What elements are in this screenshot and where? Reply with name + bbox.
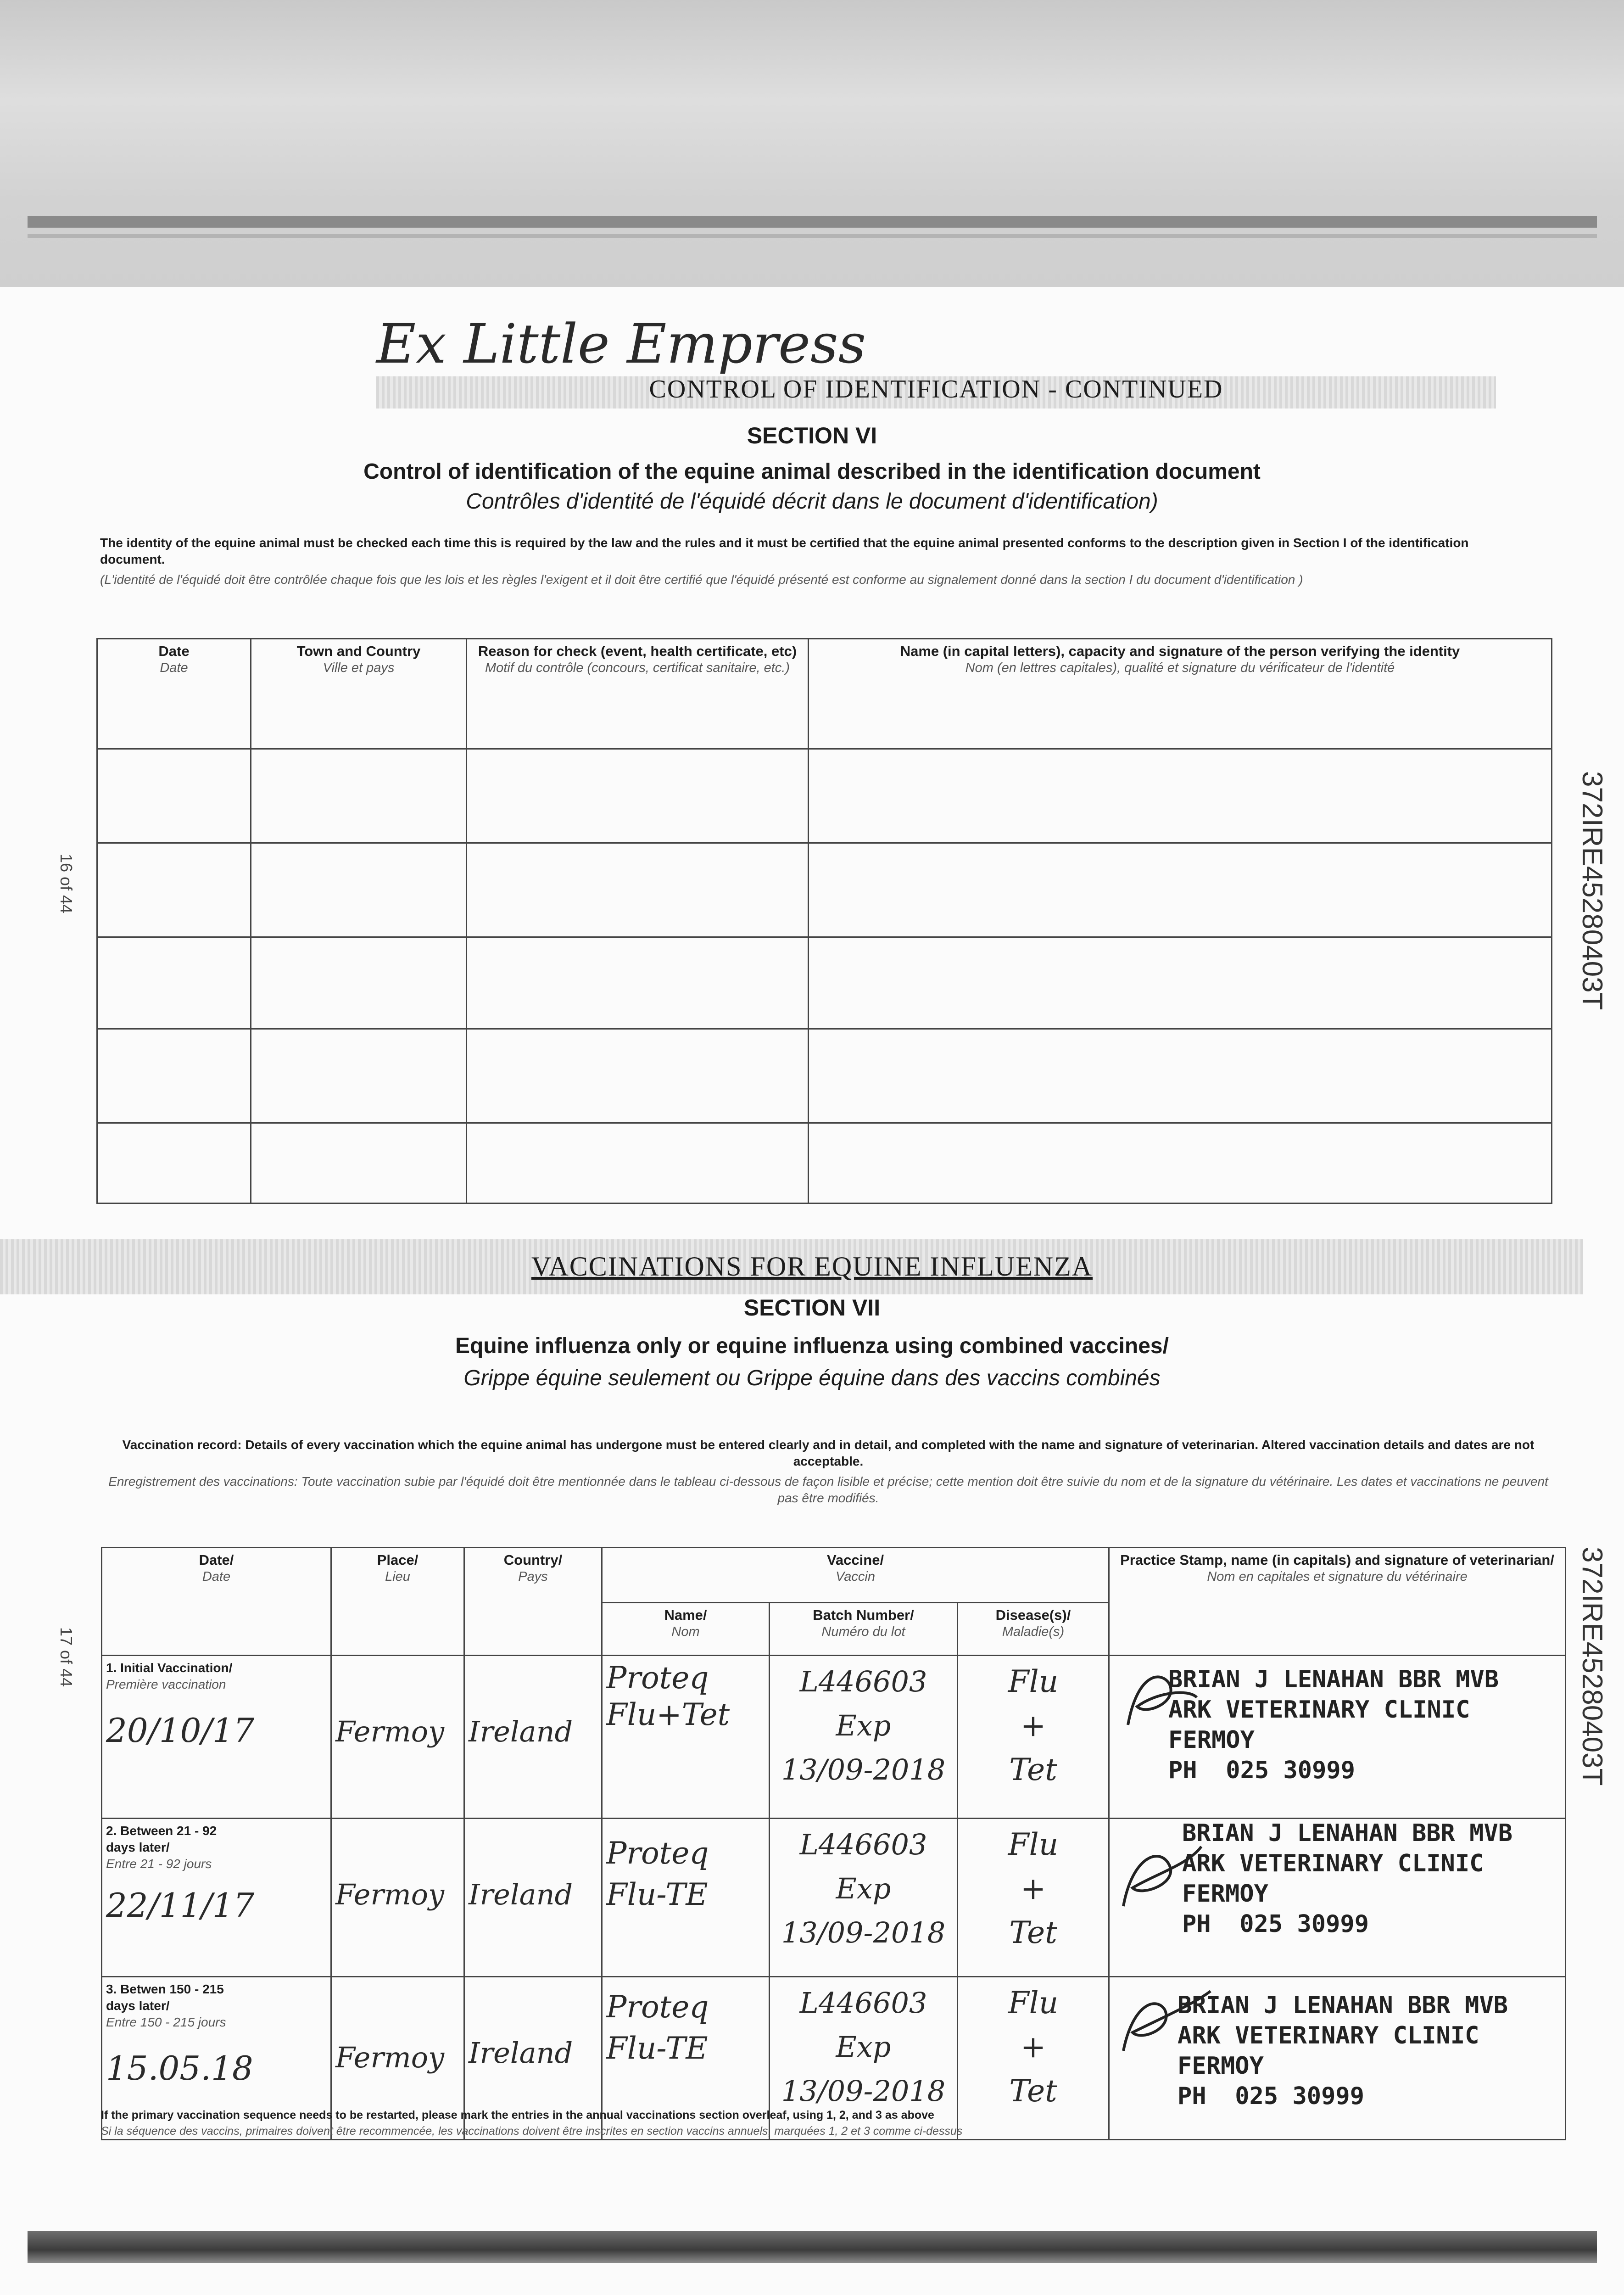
col-place: Place/ Lieu [331, 1548, 464, 1656]
vaccine-name-line1: Proteq [606, 1989, 709, 2025]
disease-line1: Flu [1008, 1664, 1059, 1699]
batch-line1: L446603 [799, 1986, 927, 2020]
page-marker-top: 16 of 44 [57, 854, 76, 914]
disease-line1: Flu [1008, 1827, 1059, 1862]
vaccine-name-cell[interactable] [602, 1819, 770, 1977]
table-cell[interactable] [97, 843, 251, 937]
scan-header-band [0, 0, 1624, 287]
country-cell[interactable] [464, 1819, 602, 1977]
batch-line1: L446603 [799, 1828, 927, 1861]
col-town-country: Town and Country Ville et pays [251, 639, 467, 749]
table-cell[interactable] [809, 843, 1552, 937]
batch-cell[interactable] [770, 1819, 958, 1977]
table-row [97, 1123, 1552, 1203]
vaccine-name-line2: Flu-TE [606, 1877, 708, 1912]
section-vii-title-fr: Grippe équine seulement ou Grippe équine dans des vaccins combinés [463, 1366, 1161, 1390]
table-cell[interactable] [809, 1029, 1552, 1123]
col-reason: Reason for check (event, health certificate, etc) Motif du contrôle (concours, certificat sanitaire, etc.) [467, 639, 809, 749]
country-value: Ireland [469, 2036, 573, 2070]
table-cell[interactable] [251, 843, 467, 937]
disease-line1: Flu [1008, 1985, 1059, 2021]
table-cell[interactable] [467, 1123, 809, 1203]
batch-line3: 13/09-2018 [781, 2074, 946, 2108]
batch-line2: Exp [836, 2030, 891, 2064]
vaccination-record-fr: Enregistrement des vaccinations: Toute vaccination subie par l'équidé doit être mentionnée dans le tableau ci-dessous de façon lisible et précise; cette mention doit être suivie du nom et de la signature du vétérinaire. Les dates et vaccinations ne peuvent pas être modifiés. [108, 1474, 1548, 1505]
col-vaccine-name: Name/ Nom [602, 1603, 770, 1656]
disease-line3: Tet [1009, 2073, 1057, 2109]
col-verifier: Name (in capital letters), capacity and signature of the person verifying the identity Nom (en lettres capitales), qualité et signature du vérificateur de l'identité [809, 639, 1552, 749]
col-batch-number: Batch Number/ Numéro du lot [770, 1603, 958, 1656]
document-id-bottom: 372IRE45280403T [1576, 1547, 1608, 1786]
table-cell[interactable] [467, 937, 809, 1029]
col-disease: Disease(s)/ Maladie(s) [958, 1603, 1109, 1656]
place-value: Fermoy [335, 2041, 445, 2074]
disease-line3: Tet [1009, 1752, 1057, 1787]
place-cell[interactable] [331, 1656, 464, 1819]
table-row [102, 1656, 1566, 1819]
vet-signature [1119, 1665, 1201, 1739]
vaccine-name-line1: Proteq [606, 1836, 709, 1871]
section-vi-title-en: Control of identification of the equine animal described in the identification document [363, 459, 1261, 484]
disease-line2: + [1020, 2029, 1046, 2065]
handwritten-title: Ex Little Empress [376, 312, 866, 375]
date-cell[interactable] [102, 1656, 331, 1819]
page-marker-bottom: 17 of 44 [57, 1627, 76, 1687]
table-cell[interactable] [809, 1123, 1552, 1203]
col-country: Country/ Pays [464, 1548, 602, 1656]
practice-stamp-cell[interactable] [1109, 1819, 1566, 1977]
table-cell[interactable] [809, 749, 1552, 843]
place-cell[interactable] [331, 1819, 464, 1977]
vaccination-table [101, 1547, 1566, 2140]
practice-stamp: BRIAN J LENAHAN BBR MVB ARK VETERINARY CLINIC FERMOY PH 025 30999 [1168, 1666, 1499, 1784]
disease-line2: + [1020, 1708, 1046, 1743]
table-cell[interactable] [97, 1029, 251, 1123]
batch-line2: Exp [836, 1709, 891, 1742]
practice-stamp-cell[interactable] [1109, 1656, 1566, 1819]
table-cell[interactable] [97, 1123, 251, 1203]
table-row [97, 1029, 1552, 1123]
row-label-fr: Entre 21 - 92 jours [106, 1857, 212, 1871]
date-value: 22/11/17 [106, 1886, 255, 1925]
place-value: Fermoy [335, 1878, 445, 1911]
section-vi-paragraph-fr: (L'identité de l'équidé doit être contrôlée chaque fois que les lois et les règles l'exigent et il doit être certifié que l'équidé présenté est conforme au signalement donné dans la section I du document d'identification ) [100, 572, 1303, 587]
footer-band [28, 2231, 1597, 2263]
vaccine-name-cell[interactable] [602, 1656, 770, 1819]
header-rule [28, 216, 1597, 228]
disease-line2: + [1020, 1871, 1046, 1906]
row-label-en: 2. Between 21 - 92 days later/ [106, 1824, 217, 1854]
section-vii-title-en: Equine influenza only or equine influenza using combined vaccines/ [455, 1334, 1169, 1358]
table-row [97, 937, 1552, 1029]
disease-line3: Tet [1009, 1915, 1057, 1950]
batch-line1: L446603 [799, 1665, 927, 1698]
section-vi-title-fr: Contrôles d'identité de l'équidé décrit dans le document d'identification) [466, 489, 1158, 514]
batch-line3: 13/09-2018 [781, 1753, 946, 1786]
table-cell[interactable] [97, 749, 251, 843]
section-vi-heading: CONTROL OF IDENTIFICATION - CONTINUED [649, 375, 1223, 403]
row-label-fr: Première vaccination [106, 1677, 226, 1691]
col-date: Date Date [97, 639, 251, 749]
disease-cell[interactable] [958, 1819, 1109, 1977]
vaccination-record-en: Vaccination record: Details of every vaccination which the equine animal has undergone must be entered clearly and in detail, and completed with the name and signature of veterinarian. Altered vaccination details and dates are not acceptable. [122, 1438, 1535, 1468]
vaccine-name-line2: Flu+Tet [606, 1697, 730, 1732]
table-cell[interactable] [97, 937, 251, 1029]
batch-line2: Exp [836, 1872, 891, 1905]
footnote-fr: Si la séquence des vaccins, primaires doivent être recommencée, les vaccinations doivent être inscrites en section vaccins annuels, marquées 1, 2 et 3 comme ci-dessus [101, 2125, 963, 2138]
country-value: Ireland [469, 1715, 573, 1748]
country-value: Ireland [469, 1878, 573, 1911]
col-practice-stamp: Practice Stamp, name (in capitals) and signature of veterinarian/ Nom en capitales et signature du vétérinaire [1109, 1548, 1566, 1656]
section-vi-paragraph-en: The identity of the equine animal must be checked each time this is required by the law and the rules and it must be certified that the equine animal presented conforms to the description given in Section I of the identification document. [100, 536, 1469, 566]
table-row [97, 843, 1552, 937]
batch-cell[interactable] [770, 1656, 958, 1819]
section-vii-label: SECTION VII [743, 1295, 881, 1321]
table-cell[interactable] [467, 1029, 809, 1123]
row-label-en: 3. Betwen 150 - 215 days later/ [106, 1982, 224, 2013]
date-value: 20/10/17 [106, 1711, 255, 1750]
table-cell[interactable] [251, 1029, 467, 1123]
identity-check-table [96, 638, 1552, 1204]
document-id-top: 372IRE45280403T [1576, 771, 1608, 1010]
table-row [102, 1819, 1566, 1977]
section-vii-heading: VACCINATIONS FOR EQUINE INFLUENZA [531, 1251, 1093, 1282]
vaccine-name-line2: Flu-TE [606, 2031, 708, 2066]
country-cell[interactable] [464, 1656, 602, 1819]
disease-cell[interactable] [958, 1656, 1109, 1819]
vet-signature [1114, 1837, 1206, 1920]
table-cell[interactable] [251, 1123, 467, 1203]
col-vaccine: Vaccine/ Vaccin [602, 1548, 1109, 1603]
row-label-en: 1. Initial Vaccination/ [106, 1661, 233, 1675]
section-vi-label: SECTION VI [747, 423, 877, 448]
vet-signature [1114, 1987, 1215, 2069]
vaccine-name-line1: Proteq [606, 1660, 709, 1696]
table-cell[interactable] [251, 937, 467, 1029]
date-cell[interactable] [102, 1819, 331, 1977]
place-value: Fermoy [335, 1715, 445, 1748]
row-label-fr: Entre 150 - 215 jours [106, 2015, 226, 2029]
table-cell[interactable] [467, 843, 809, 937]
footnote-en: If the primary vaccination sequence needs to be restarted, please mark the entries in the annual vaccinations section overleaf, using 1, 2, and 3 as above [101, 2109, 934, 2121]
practice-stamp: BRIAN J LENAHAN BBR MVB ARK VETERINARY CLINIC FERMOY PH 025 30999 [1178, 1992, 1508, 2110]
table-cell[interactable] [809, 937, 1552, 1029]
header-rule-thin [28, 234, 1597, 238]
batch-line3: 13/09-2018 [781, 1916, 946, 1949]
table-cell[interactable] [467, 749, 809, 843]
table-cell[interactable] [251, 749, 467, 843]
date-value: 15.05.18 [106, 2049, 253, 2088]
col-date: Date/ Date [102, 1548, 331, 1656]
table-row [97, 749, 1552, 843]
practice-stamp: BRIAN J LENAHAN BBR MVB ARK VETERINARY CLINIC FERMOY PH 025 30999 [1182, 1819, 1513, 1938]
